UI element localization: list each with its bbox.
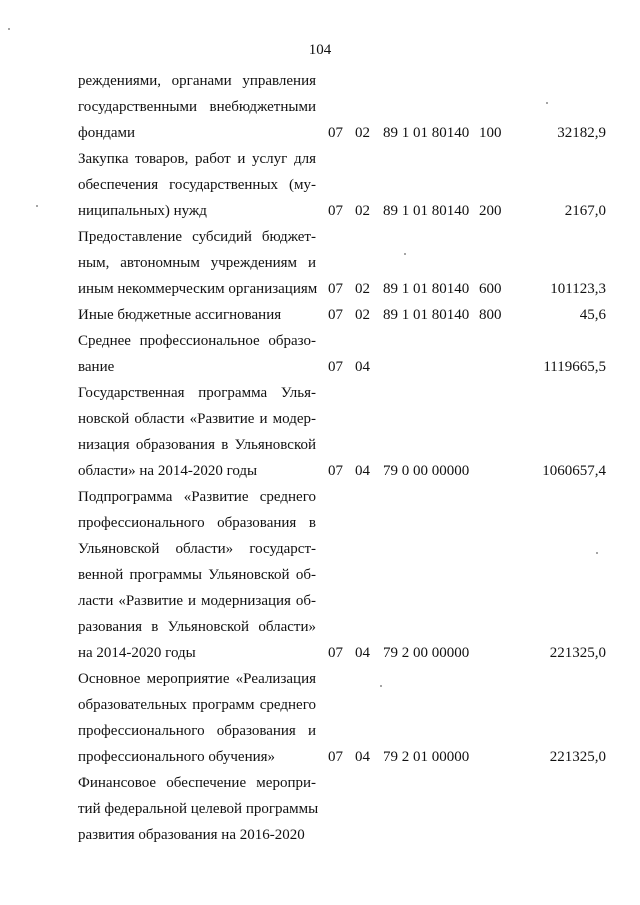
description-line: ласти «Развитие и модернизация об-	[78, 593, 316, 609]
row-codes	[0, 198, 640, 224]
target-item-code: 79 2 01 00000	[383, 749, 470, 765]
description-line: профессионального образования в	[78, 515, 316, 531]
expense-type-code: 100	[479, 125, 502, 141]
target-item-code: 89 1 01 80140	[383, 125, 470, 141]
row-codes	[0, 744, 640, 770]
description-line: государственными внебюджетными	[78, 99, 316, 115]
description-line: реждениями, органами управления	[78, 73, 316, 89]
description-line: венной программы Ульяновской об-	[78, 567, 316, 583]
description-line: ным, автономным учреждениям и	[78, 255, 316, 271]
section-code: 07	[328, 359, 343, 375]
row-codes	[0, 458, 640, 484]
description-line: Подпрограмма «Развитие среднего	[78, 489, 316, 505]
row-description	[78, 484, 316, 666]
description-line: образовательных программ среднего	[78, 697, 316, 713]
amount: 1119665,5	[543, 359, 606, 375]
expense-type-code: 800	[479, 307, 502, 323]
amount: 1060657,4	[542, 463, 606, 479]
section-code: 07	[328, 749, 343, 765]
description-line: обеспечения государственных (му-	[78, 177, 316, 193]
amount: 32182,9	[557, 125, 606, 141]
subsection-code: 04	[355, 749, 370, 765]
amount: 2167,0	[564, 203, 606, 219]
description-line: разования в Ульяновской области»	[78, 619, 316, 635]
description-line: Среднее профессиональное образо-	[78, 333, 316, 349]
section-code: 07	[328, 125, 343, 141]
description-line: Финансовое обеспечение меропри-	[78, 775, 316, 791]
row-codes	[0, 354, 640, 380]
subsection-code: 02	[355, 281, 370, 297]
subsection-code: 04	[355, 645, 370, 661]
description-line: новской области «Развитие и модер-	[78, 411, 316, 427]
description-line: Государственная программа Улья-	[78, 385, 316, 401]
section-code: 07	[328, 203, 343, 219]
description-line: Иные бюджетные ассигнования	[78, 307, 282, 323]
target-item-code: 79 0 00 00000	[383, 463, 470, 479]
subsection-code: 04	[355, 463, 370, 479]
description-line: вание	[78, 359, 115, 375]
row-codes	[0, 302, 640, 328]
description-line: Ульяновской области» государст-	[78, 541, 316, 557]
description-line: профессионального обучения»	[78, 749, 276, 765]
scan-speck	[596, 552, 598, 554]
target-item-code: 89 1 01 80140	[383, 281, 470, 297]
description-line: тий федеральной целевой программы	[78, 801, 319, 817]
section-code: 07	[328, 463, 343, 479]
subsection-code: 02	[355, 125, 370, 141]
section-code: 07	[328, 307, 343, 323]
row-codes	[0, 276, 640, 302]
expense-type-code: 200	[479, 203, 502, 219]
scan-speck	[8, 28, 10, 30]
amount: 101123,3	[550, 281, 606, 297]
amount: 221325,0	[549, 749, 606, 765]
scan-speck	[546, 102, 548, 104]
row-codes	[0, 640, 640, 666]
target-item-code: 89 1 01 80140	[383, 203, 470, 219]
row-codes	[0, 120, 640, 146]
amount: 45,6	[579, 307, 606, 323]
description-line: низация образования в Ульяновской	[78, 437, 316, 453]
subsection-code: 02	[355, 203, 370, 219]
description-line: Закупка товаров, работ и услуг для	[78, 151, 316, 167]
expense-type-code: 600	[479, 281, 502, 297]
section-code: 07	[328, 281, 343, 297]
page-number: 104	[308, 42, 332, 58]
subsection-code: 02	[355, 307, 370, 323]
scan-speck	[380, 685, 382, 687]
section-code: 07	[328, 645, 343, 661]
amount: 221325,0	[549, 645, 606, 661]
target-item-code: 79 2 00 00000	[383, 645, 470, 661]
description-line: области» на 2014-2020 годы	[78, 463, 258, 479]
row-codes	[0, 822, 640, 848]
target-item-code: 89 1 01 80140	[383, 307, 470, 323]
description-line: Предоставление субсидий бюджет-	[78, 229, 316, 245]
description-line: ниципальных) нужд	[78, 203, 207, 219]
description-line: Основное мероприятие «Реализация	[78, 671, 316, 687]
description-line: иным некоммерческим организациям	[78, 281, 318, 297]
description-line: развития образования на 2016-2020	[78, 827, 305, 843]
description-line: фондами	[78, 125, 136, 141]
description-line: на 2014-2020 годы	[78, 645, 196, 661]
scan-speck	[36, 205, 38, 207]
subsection-code: 04	[355, 359, 370, 375]
description-line: профессионального образования и	[78, 723, 316, 739]
scan-speck	[404, 253, 406, 255]
